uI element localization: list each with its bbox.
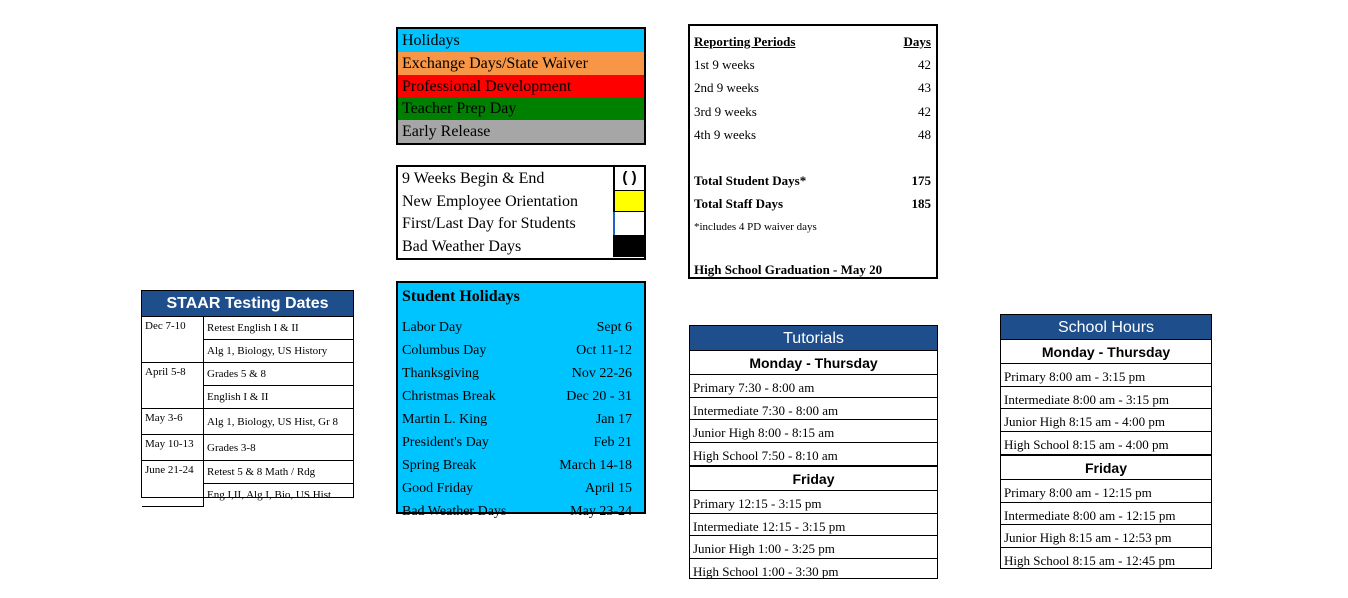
holiday-row: [398, 316, 644, 339]
student-holidays-title: Student Holidays: [402, 288, 520, 305]
white-swatch: [613, 212, 644, 235]
holiday-date: Jan 17: [595, 412, 632, 427]
period-label: 3rd 9 weeks: [694, 104, 757, 119]
hours-row: Intermediate 8:00 am - 3:15 pm: [1001, 387, 1211, 410]
staar-date: June 21-24: [142, 461, 204, 507]
hours-row: Intermediate 12:15 - 3:15 pm: [690, 514, 937, 537]
holiday-date: Oct 11-12: [576, 343, 632, 358]
hours-row: Junior High 1:00 - 3:25 pm: [690, 536, 937, 559]
period-row: [694, 104, 931, 120]
tutorials-title: Tutorials: [690, 326, 937, 350]
section-heading: Monday - Thursday: [690, 350, 937, 375]
holiday-row: [398, 500, 644, 523]
reporting-periods-box: [688, 24, 938, 279]
reporting-header: [694, 34, 931, 50]
pd-waiver-note: [694, 221, 931, 233]
holiday-row: [398, 362, 644, 385]
color-legend: [396, 27, 646, 145]
hours-row: Primary 12:15 - 3:15 pm: [690, 491, 937, 514]
holiday-row: [398, 477, 644, 500]
period-days: 43: [918, 80, 931, 95]
legend-exchange-days: Exchange Days/State Waiver: [398, 52, 644, 75]
holiday-name: Bad Weather Days: [402, 504, 507, 519]
period-row: [694, 80, 931, 96]
staar-testing-box: [141, 290, 354, 501]
legend-nine-weeks: [398, 167, 644, 190]
holiday-row: [398, 339, 644, 362]
black-swatch: [613, 235, 644, 258]
staar-row: [142, 435, 353, 461]
holiday-date: March 14-18: [559, 458, 632, 473]
total-student-days: [694, 173, 931, 189]
period-days: 42: [918, 104, 931, 119]
total-staff-value: 185: [911, 196, 931, 211]
holiday-date: Sept 6: [596, 320, 632, 335]
holiday-date: Feb 21: [593, 435, 632, 450]
hours-row: High School 8:15 am - 12:45 pm: [1004, 553, 1176, 569]
hours-row: High School 1:00 - 3:30 pm: [693, 564, 839, 580]
period-label: 2nd 9 weeks: [694, 80, 759, 95]
holiday-row: [398, 431, 644, 454]
graduation-text: High School Graduation - May 20: [694, 262, 883, 277]
holiday-date: Nov 22-26: [571, 366, 632, 381]
period-row: [694, 57, 931, 73]
holiday-row: [398, 408, 644, 431]
holiday-row: [398, 454, 644, 477]
holiday-name: Labor Day: [402, 320, 463, 335]
legend-professional-development: Professional Development: [398, 75, 644, 98]
graduation-line: [694, 262, 931, 278]
total-student-value: 175: [911, 173, 931, 188]
staar-row: [142, 461, 353, 484]
legend-teacher-prep-day: Teacher Prep Day: [398, 97, 644, 120]
staar-subject: Alg 1, Biology, US Hist, Gr 8: [204, 409, 354, 435]
total-staff-label: Total Staff Days: [694, 196, 784, 211]
period-label: 4th 9 weeks: [694, 127, 757, 142]
staar-row: [142, 317, 353, 340]
staar-date: May 3-6: [142, 409, 204, 435]
staar-subject: Grades 5 & 8: [204, 363, 354, 386]
hours-row: Intermediate 7:30 - 8:00 am: [690, 398, 937, 421]
legend-label: First/Last Day for Students: [402, 215, 576, 232]
total-student-label: Total Student Days*: [694, 173, 807, 188]
holiday-date: Dec 20 - 31: [566, 389, 632, 404]
staar-subject: English I & II: [204, 386, 354, 409]
staar-subject: Alg 1, Biology, US History: [204, 340, 354, 363]
days-heading: Days: [903, 34, 931, 49]
hours-row: Junior High 8:00 - 8:15 am: [690, 420, 937, 443]
holiday-name: President's Day: [402, 435, 489, 450]
hours-row: High School 7:50 - 8:10 am: [690, 443, 937, 466]
staar-subject: Grades 3-8: [204, 435, 354, 461]
legend-holidays: Holidays: [398, 29, 644, 52]
symbol-legend: [396, 165, 646, 260]
staar-table: [142, 317, 353, 507]
legend-first-last-day: [398, 212, 644, 235]
tutorials-box: [689, 325, 938, 579]
school-hours-box: [1000, 314, 1212, 569]
period-days: 42: [918, 57, 931, 72]
staar-date: Dec 7-10: [142, 317, 204, 363]
hours-row: Junior High 8:15 am - 12:53 pm: [1001, 525, 1211, 548]
holiday-name: Columbus Day: [402, 343, 487, 358]
section-heading: Friday: [1001, 455, 1211, 480]
holiday-date: April 15: [584, 481, 632, 496]
staar-date: April 5-8: [142, 363, 204, 409]
staar-subject: Retest 5 & 8 Math / Rdg: [204, 461, 354, 484]
holiday-name: Thanksgiving: [402, 366, 479, 381]
hours-row: High School 8:15 am - 4:00 pm: [1001, 432, 1211, 455]
legend-early-release: Early Release: [398, 120, 644, 143]
reporting-periods-heading: Reporting Periods: [694, 34, 796, 49]
total-staff-days: [694, 196, 931, 212]
hours-row: Intermediate 8:00 am - 12:15 pm: [1001, 503, 1211, 526]
holiday-date: May 23-24: [570, 504, 632, 519]
legend-label: New Employee Orientation: [402, 192, 578, 210]
holiday-row: [398, 385, 644, 408]
period-days: 48: [918, 127, 931, 142]
school-hours-title: School Hours: [1001, 315, 1211, 339]
note-text: *includes 4 PD waiver days: [694, 221, 817, 233]
hours-row: Junior High 8:15 am - 4:00 pm: [1001, 409, 1211, 432]
legend-label: 9 Weeks Begin & End: [402, 170, 545, 187]
student-holidays-box: [396, 281, 646, 519]
hours-row: Primary 8:00 am - 3:15 pm: [1001, 364, 1211, 387]
staar-date: May 10-13: [142, 435, 204, 461]
section-heading: Monday - Thursday: [1001, 339, 1211, 364]
period-label: 1st 9 weeks: [694, 57, 755, 72]
holiday-name: Martin L. King: [402, 412, 488, 427]
period-row: [694, 127, 931, 143]
legend-label: Bad Weather Days: [402, 237, 522, 255]
hours-row: Primary 7:30 - 8:00 am: [690, 375, 937, 398]
legend-new-employee: [398, 190, 644, 213]
holiday-name: Good Friday: [402, 481, 474, 496]
staar-title: STAAR Testing Dates: [142, 291, 353, 317]
holiday-name: Spring Break: [402, 458, 477, 473]
yellow-swatch: [613, 190, 644, 213]
hours-row: Primary 8:00 am - 12:15 pm: [1001, 480, 1211, 503]
parentheses-swatch: ( ): [613, 167, 644, 190]
legend-bad-weather: [398, 235, 644, 258]
staar-row: [142, 363, 353, 386]
holiday-name: Christmas Break: [402, 389, 496, 404]
staar-subject: Retest English I & II: [204, 317, 354, 340]
staar-subject: Eng I,II, Alg I, Bio, US Hist: [207, 489, 332, 501]
section-heading: Friday: [690, 466, 937, 491]
staar-row: [142, 409, 353, 435]
